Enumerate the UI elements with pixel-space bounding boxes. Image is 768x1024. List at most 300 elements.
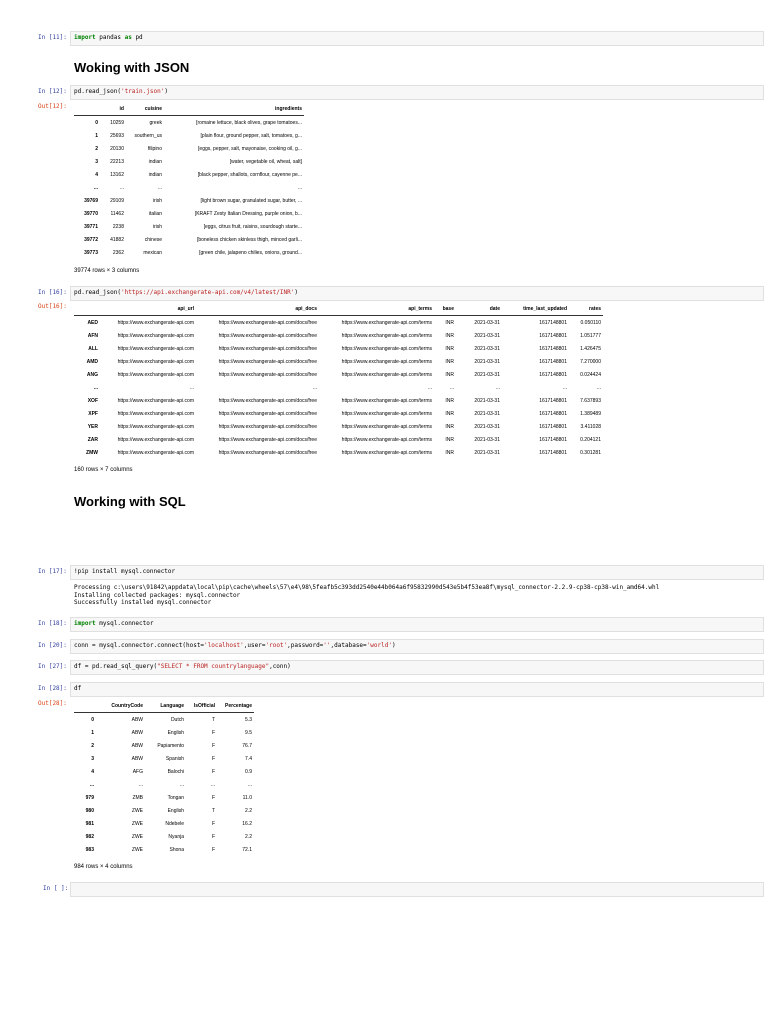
- row-index: 980: [85, 807, 94, 814]
- table-cell: https://www.exchangerate-api.com: [117, 319, 194, 326]
- row-index: 981: [85, 820, 94, 827]
- table-cell: F: [211, 846, 215, 853]
- table-cell: F: [211, 794, 215, 801]
- table-row: [74, 168, 304, 181]
- table-cell: 0.204121: [580, 436, 601, 443]
- table-cell: https://www.exchangerate-api.com: [117, 371, 194, 378]
- table-cell: ...: [119, 184, 124, 191]
- table-row: [74, 713, 254, 727]
- table-cell: [green chile, jalapeno chilies, onions, ground...: [199, 249, 302, 256]
- table-cell: indian: [148, 158, 162, 165]
- table-cell: INR: [445, 358, 454, 365]
- table-row: [74, 752, 254, 765]
- table-cell: 0.9: [245, 768, 252, 775]
- table-cell: Dutch: [170, 716, 184, 723]
- table-cell: 7.637893: [580, 397, 601, 404]
- code-keyword: import: [74, 620, 96, 627]
- table-row: [74, 342, 603, 355]
- column-header: Language: [145, 700, 186, 713]
- table-cell: 9.5: [245, 729, 252, 736]
- table-row: [74, 804, 254, 817]
- table-cell: 1617148801: [539, 319, 567, 326]
- table-cell: Ndebele: [165, 820, 184, 827]
- table-cell: 41882: [110, 236, 124, 243]
- table-row: [74, 420, 603, 433]
- table-row: [74, 446, 603, 459]
- table-cell: https://www.exchangerate-api.com: [117, 449, 194, 456]
- table-cell: English: [167, 807, 184, 814]
- code-text: ,database=: [330, 642, 367, 649]
- table-cell: Balochi: [167, 768, 184, 775]
- shape-rates: 160 rows × 7 columns: [74, 467, 133, 473]
- table-cell: [boneless chicken skinless thigh, minced garli...: [196, 236, 302, 243]
- row-index: 39770: [84, 210, 98, 217]
- row-index: 1: [95, 132, 98, 139]
- table-cell: ZWE: [131, 820, 143, 827]
- code-string: 'localhost': [204, 642, 244, 649]
- table-row: [74, 129, 304, 142]
- table-cell: 7.270000: [580, 358, 601, 365]
- code-text: mysql.connector: [95, 620, 154, 627]
- table-cell: 0.024424: [580, 371, 601, 378]
- table-cell: 1617148801: [539, 371, 567, 378]
- row-index: AMD: [86, 358, 98, 365]
- table-cell: https://www.exchangerate-api.com/docs/free: [218, 410, 317, 417]
- table-cell: ...: [297, 184, 302, 191]
- table-cell: [eggs, pepper, salt, mayonaise, cooking oil, g...: [198, 145, 302, 152]
- code-line-20: [74, 642, 396, 650]
- code-line-12: [74, 88, 168, 96]
- code-cell-empty[interactable]: [70, 882, 764, 897]
- prompt-in-17: In [17]:: [38, 568, 67, 575]
- table-cell: [eggs, citrus fruit, raisins, sourdough starte...: [203, 223, 302, 230]
- table-cell: ABW: [131, 729, 143, 736]
- code-text: ,password=: [287, 642, 324, 649]
- table-cell: 0.050110: [580, 319, 601, 326]
- row-index: ANG: [86, 371, 98, 378]
- table-cell: 1617148801: [539, 410, 567, 417]
- table-cell: [black pepper, shallots, cornflour, cayenne pe...: [197, 171, 302, 178]
- dataframe-rates: [74, 303, 603, 459]
- code-string: 'https://api.exchangerate-api.com/v4/latest/INR': [120, 289, 295, 296]
- table-cell: italian: [148, 210, 162, 217]
- table-row: [74, 791, 254, 804]
- table-row: [74, 817, 254, 830]
- table-row: [74, 726, 254, 739]
- column-header: [74, 103, 100, 116]
- table-cell: ...: [189, 384, 194, 391]
- code-keyword: as: [124, 34, 132, 41]
- table-cell: ...: [562, 384, 567, 391]
- table-cell: 2021-03-31: [474, 423, 500, 430]
- table-cell: https://www.exchangerate-api.com/terms: [341, 410, 432, 417]
- row-index: 983: [85, 846, 94, 853]
- table-cell: 1617148801: [539, 436, 567, 443]
- prompt-out-16: Out[16]:: [38, 303, 67, 310]
- table-cell: https://www.exchangerate-api.com: [117, 436, 194, 443]
- table-cell: INR: [445, 397, 454, 404]
- table-cell: ...: [427, 384, 432, 391]
- prompt-in-27: In [27]:: [38, 663, 67, 670]
- table-cell: ...: [449, 384, 454, 391]
- table-row: [74, 142, 304, 155]
- row-index: ...: [89, 781, 94, 788]
- code-cell-11[interactable]: [70, 31, 764, 46]
- code-string: 'root': [265, 642, 288, 649]
- prompt-in-11: In [11]:: [38, 34, 67, 41]
- table-cell: https://www.exchangerate-api.com: [117, 397, 194, 404]
- column-header: api_url: [100, 303, 196, 316]
- table-row: [74, 407, 603, 420]
- table-cell: 1.389489: [580, 410, 601, 417]
- table-row: [74, 329, 603, 342]
- table-cell: 2021-03-31: [474, 358, 500, 365]
- table-cell: 72.1: [242, 846, 252, 853]
- table-cell: https://www.exchangerate-api.com/docs/free: [218, 332, 317, 339]
- table-cell: 3.411028: [580, 423, 601, 430]
- dataframe-countrylanguage: [74, 700, 254, 856]
- code-line-16: [74, 289, 298, 297]
- table-cell: INR: [445, 423, 454, 430]
- column-header: base: [434, 303, 456, 316]
- heading-sql: Working with SQL: [74, 494, 186, 509]
- table-cell: 2021-03-31: [474, 332, 500, 339]
- table-cell: 11.0: [242, 794, 252, 801]
- table-cell: ...: [495, 384, 500, 391]
- table-cell: 11462: [110, 210, 124, 217]
- prompt-out-12: Out[12]:: [38, 103, 67, 110]
- table-cell: https://www.exchangerate-api.com: [117, 410, 194, 417]
- table-cell: 2362: [112, 249, 124, 256]
- table-cell: Shona: [169, 846, 184, 853]
- table-cell: https://www.exchangerate-api.com/docs/free: [218, 358, 317, 365]
- code-text: ): [391, 642, 396, 649]
- table-cell: chinese: [144, 236, 162, 243]
- column-header: api_docs: [196, 303, 319, 316]
- code-text: df: [74, 685, 82, 692]
- table-cell: F: [211, 755, 215, 762]
- table-cell: 2021-03-31: [474, 449, 500, 456]
- row-index: 979: [85, 794, 94, 801]
- row-index: 3: [91, 755, 94, 762]
- table-cell: https://www.exchangerate-api.com: [117, 332, 194, 339]
- code-keyword: import: [74, 34, 96, 41]
- table-cell: 2238: [112, 223, 124, 230]
- table-cell: 1617148801: [539, 332, 567, 339]
- prompt-in-28: In [28]:: [38, 685, 67, 692]
- table-row: [74, 830, 254, 843]
- stream-output-17: Processing c:\users\91842\appdata\local\pip\cache\wheels\57\e4\98\5feafb5c393dd2540e44b064a6f95832990d543e5b4f53ea8f\mysql_connector-2.2.9-cp38-cp38-win_amd64.whl Installing collected packages: mysql.connector Successfully installed mysql.connector: [74, 584, 660, 606]
- table-cell: ABW: [131, 716, 143, 723]
- table-cell: T: [211, 716, 215, 723]
- code-text: ,conn): [269, 663, 291, 670]
- row-index: AED: [87, 319, 98, 326]
- code-text: pd: [131, 34, 143, 41]
- table-cell: 2021-03-31: [474, 410, 500, 417]
- table-cell: INR: [445, 371, 454, 378]
- row-index: AFN: [87, 332, 98, 339]
- table-cell: 2021-03-31: [474, 319, 500, 326]
- table-cell: https://www.exchangerate-api.com/docs/free: [218, 371, 317, 378]
- code-text: conn = mysql.connector.connect(host=: [74, 642, 205, 649]
- code-text: ,user=: [243, 642, 266, 649]
- table-cell: https://www.exchangerate-api.com/terms: [341, 371, 432, 378]
- row-index: YER: [87, 423, 98, 430]
- table-cell: INR: [445, 436, 454, 443]
- table-cell: indian: [148, 171, 162, 178]
- table-cell: 2021-03-31: [474, 345, 500, 352]
- table-row: [74, 155, 304, 168]
- code-string: 'train.json': [120, 88, 165, 95]
- table-cell: https://www.exchangerate-api.com/terms: [341, 436, 432, 443]
- table-row: [74, 116, 304, 130]
- table-row: [74, 368, 603, 381]
- column-header: time_last_updated: [502, 303, 569, 316]
- table-cell: 29109: [110, 197, 124, 204]
- table-cell: southern_us: [134, 132, 162, 139]
- table-cell: Papiamento: [157, 742, 184, 749]
- row-index: 982: [85, 833, 94, 840]
- table-row: [74, 381, 603, 394]
- row-index: 39773: [84, 249, 98, 256]
- row-index: 4: [95, 171, 98, 178]
- code-string: "SELECT * FROM countrylanguage": [157, 663, 270, 670]
- prompt-in-20: In [20]:: [38, 642, 67, 649]
- row-index: 39771: [84, 223, 98, 230]
- table-cell: ...: [210, 781, 215, 788]
- prompt-in-16: In [16]:: [38, 289, 67, 296]
- table-cell: INR: [445, 319, 454, 326]
- row-index: 39769: [84, 197, 98, 204]
- table-cell: ABW: [131, 755, 143, 762]
- column-header: ingredients: [164, 103, 304, 116]
- column-header: cuisine: [126, 103, 164, 116]
- table-cell: https://www.exchangerate-api.com/terms: [341, 332, 432, 339]
- table-cell: 7.4: [245, 755, 252, 762]
- table-cell: 2021-03-31: [474, 371, 500, 378]
- row-index: ...: [93, 184, 98, 191]
- table-cell: https://www.exchangerate-api.com/terms: [341, 397, 432, 404]
- table-row: [74, 220, 304, 233]
- column-header: rates: [569, 303, 603, 316]
- table-cell: 1617148801: [539, 449, 567, 456]
- table-cell: ZWE: [131, 807, 143, 814]
- column-header: [74, 700, 96, 713]
- column-header: [74, 303, 100, 316]
- column-header: date: [456, 303, 502, 316]
- prompt-in-empty: In [ ]:: [43, 885, 69, 892]
- table-cell: https://www.exchangerate-api.com/terms: [341, 423, 432, 430]
- table-cell: F: [211, 820, 215, 827]
- table-row: [74, 316, 603, 330]
- table-cell: ...: [312, 384, 317, 391]
- table-row: [74, 394, 603, 407]
- table-cell: 25693: [110, 132, 124, 139]
- table-cell: 10259: [110, 119, 124, 126]
- heading-json: Woking with JSON: [74, 60, 190, 75]
- code-text: pandas: [95, 34, 125, 41]
- column-header: api_terms: [319, 303, 434, 316]
- table-cell: irish: [152, 197, 162, 204]
- table-cell: 2021-03-31: [474, 436, 500, 443]
- table-cell: 22213: [110, 158, 124, 165]
- table-cell: ...: [596, 384, 601, 391]
- row-index: 2: [91, 742, 94, 749]
- code-line-18: [74, 620, 153, 628]
- prompt-in-18: In [18]:: [38, 620, 67, 627]
- table-cell: 13162: [110, 171, 124, 178]
- table-row: [74, 207, 304, 220]
- table-cell: INR: [445, 410, 454, 417]
- table-cell: INR: [445, 332, 454, 339]
- prompt-out-28: Out[28]:: [38, 700, 67, 707]
- table-cell: https://www.exchangerate-api.com/terms: [341, 345, 432, 352]
- table-cell: https://www.exchangerate-api.com/docs/free: [218, 423, 317, 430]
- code-line-17: [74, 568, 175, 576]
- code-text: ): [294, 289, 298, 296]
- table-cell: https://www.exchangerate-api.com/docs/free: [218, 436, 317, 443]
- row-index: 4: [91, 768, 94, 775]
- table-cell: English: [167, 729, 184, 736]
- code-cell-18[interactable]: [70, 617, 764, 632]
- table-row: [74, 843, 254, 856]
- table-cell: 1.426475: [580, 345, 601, 352]
- table-cell: 2.2: [245, 833, 252, 840]
- code-text: df = pd.read_sql_query(: [74, 663, 158, 670]
- table-cell: 2.2: [245, 807, 252, 814]
- table-cell: ...: [157, 184, 162, 191]
- row-index: 0: [95, 119, 98, 126]
- table-cell: ZWE: [131, 846, 143, 853]
- table-cell: 5.3: [245, 716, 252, 723]
- table-row: [74, 181, 304, 194]
- table-cell: ...: [138, 781, 143, 788]
- table-cell: F: [211, 768, 215, 775]
- code-text: pd.read_json(: [74, 88, 121, 95]
- table-cell: AFG: [132, 768, 143, 775]
- table-header-row: [74, 303, 603, 316]
- table-cell: T: [211, 807, 215, 814]
- table-cell: ...: [179, 781, 184, 788]
- dataframe-train: [74, 103, 304, 259]
- table-cell: https://www.exchangerate-api.com/docs/free: [218, 345, 317, 352]
- code-line-28: [74, 685, 81, 693]
- row-index: ...: [93, 384, 98, 391]
- table-cell: 0.301281: [580, 449, 601, 456]
- table-cell: Nyanja: [168, 833, 184, 840]
- code-cell-12[interactable]: [70, 85, 764, 100]
- code-cell-28[interactable]: [70, 682, 764, 697]
- table-cell: https://www.exchangerate-api.com: [117, 358, 194, 365]
- table-cell: https://www.exchangerate-api.com/docs/free: [218, 397, 317, 404]
- table-cell: 2021-03-31: [474, 397, 500, 404]
- table-cell: Tongan: [167, 794, 184, 801]
- table-cell: mexican: [143, 249, 162, 256]
- table-cell: ...: [247, 781, 252, 788]
- table-cell: [light brown sugar, granulated sugar, butter, ...: [200, 197, 302, 204]
- shape-train: 39774 rows × 3 columns: [74, 268, 140, 274]
- table-cell: ZWE: [131, 833, 143, 840]
- table-cell: 1617148801: [539, 397, 567, 404]
- table-cell: https://www.exchangerate-api.com/terms: [341, 319, 432, 326]
- row-index: 0: [91, 716, 94, 723]
- table-row: [74, 233, 304, 246]
- code-line-11: [74, 34, 143, 42]
- code-line-27: [74, 663, 291, 671]
- column-header: Percentage: [217, 700, 254, 713]
- table-cell: https://www.exchangerate-api.com/terms: [341, 449, 432, 456]
- table-cell: 1617148801: [539, 358, 567, 365]
- table-cell: 1617148801: [539, 423, 567, 430]
- code-text: pd.read_json(: [74, 289, 121, 296]
- table-row: [74, 778, 254, 791]
- table-row: [74, 433, 603, 446]
- row-index: 3: [95, 158, 98, 165]
- row-index: 1: [91, 729, 94, 736]
- shape-countrylanguage: 984 rows × 4 columns: [74, 864, 133, 870]
- table-cell: 76.7: [242, 742, 252, 749]
- table-cell: 1.051777: [580, 332, 601, 339]
- table-cell: [KRAFT Zesty Italian Dressing, purple onion, b...: [194, 210, 302, 217]
- table-cell: https://www.exchangerate-api.com/docs/free: [218, 449, 317, 456]
- row-index: XPF: [88, 410, 98, 417]
- table-cell: F: [211, 729, 215, 736]
- table-row: [74, 246, 304, 259]
- table-cell: 16.2: [242, 820, 252, 827]
- table-cell: F: [211, 742, 215, 749]
- table-cell: Spanish: [165, 755, 184, 762]
- table-cell: [plain flour, ground pepper, salt, tomatoes, g...: [200, 132, 302, 139]
- table-cell: ABW: [131, 742, 143, 749]
- table-cell: filipino: [147, 145, 162, 152]
- column-header: id: [100, 103, 126, 116]
- table-cell: https://www.exchangerate-api.com/docs/free: [218, 319, 317, 326]
- code-string: 'world': [366, 642, 392, 649]
- table-cell: ZMB: [132, 794, 143, 801]
- table-cell: https://www.exchangerate-api.com: [117, 345, 194, 352]
- table-row: [74, 355, 603, 368]
- row-index: ALL: [88, 345, 98, 352]
- table-cell: 1617148801: [539, 345, 567, 352]
- row-index: 39772: [84, 236, 98, 243]
- table-cell: [romaine lettuce, black olives, grape tomatoes...: [196, 119, 302, 126]
- table-cell: INR: [445, 449, 454, 456]
- row-index: ZAR: [87, 436, 98, 443]
- column-header: CountryCode: [96, 700, 145, 713]
- table-row: [74, 739, 254, 752]
- table-cell: greek: [149, 119, 162, 126]
- table-row: [74, 194, 304, 207]
- code-text: !pip install mysql.connector: [74, 568, 176, 575]
- table-cell: INR: [445, 345, 454, 352]
- table-cell: https://www.exchangerate-api.com: [117, 423, 194, 430]
- table-cell: https://www.exchangerate-api.com/terms: [341, 358, 432, 365]
- row-index: 2: [95, 145, 98, 152]
- table-row: [74, 765, 254, 778]
- row-index: ZMW: [86, 449, 98, 456]
- code-string: '': [323, 642, 331, 649]
- table-header-row: [74, 103, 304, 116]
- column-header: IsOfficial: [186, 700, 217, 713]
- table-cell: 20130: [110, 145, 124, 152]
- row-index: XOF: [87, 397, 98, 404]
- prompt-in-12: In [12]:: [38, 88, 67, 95]
- code-text: ): [164, 88, 168, 95]
- table-cell: F: [211, 833, 215, 840]
- table-header-row: [74, 700, 254, 713]
- table-cell: irish: [152, 223, 162, 230]
- table-cell: [water, vegetable oil, wheat, salt]: [229, 158, 302, 165]
